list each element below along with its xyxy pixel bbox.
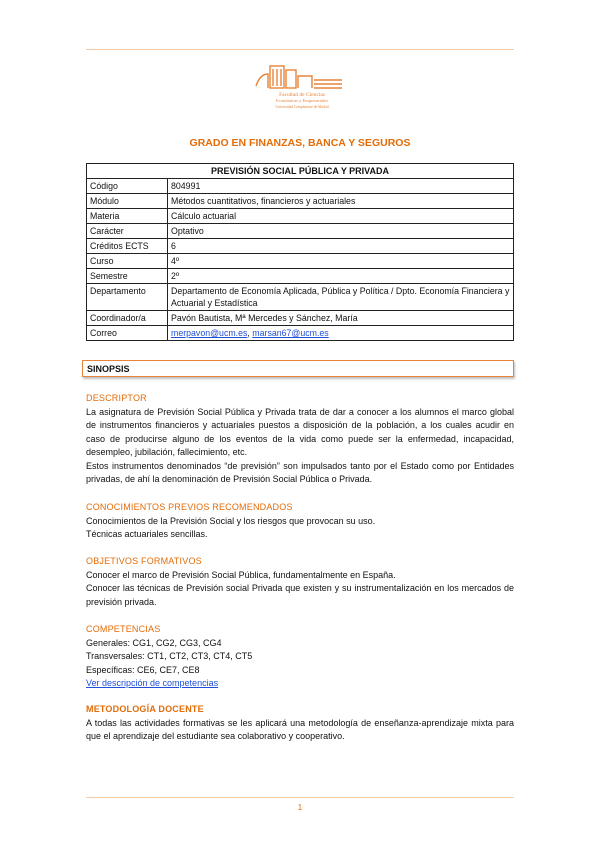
subject-info-table xyxy=(86,163,514,341)
table-row: Carácter Optativo xyxy=(87,224,514,239)
table-row: Créditos ECTS 6 xyxy=(87,239,514,254)
section-heading: CONOCIMIENTOS PREVIOS RECOMENDADOS xyxy=(86,502,293,512)
table-row: Curso 4º xyxy=(87,254,514,269)
section-heading: OBJETIVOS FORMATIVOS xyxy=(86,556,202,566)
table-row: Semestre 2º xyxy=(87,269,514,284)
top-rule xyxy=(86,49,514,50)
subject-title: PREVISIÓN SOCIAL PÚBLICA Y PRIVADA xyxy=(87,164,514,179)
table-row: Coordinador/a Pavón Bautista, Mª Mercedes y Sánchez, María xyxy=(87,311,514,326)
section-objetivos: OBJETIVOS FORMATIVOS Conocer el marco de Previsión Social Pública, fundamentalmente en España. Conocer las técnicas de Previsión social Privada que existen y su instrumentalización en los mercados de previsión privada. xyxy=(86,556,514,607)
svg-text:Universidad Complutense de Mad: Universidad Complutense de Madrid xyxy=(275,105,329,109)
faculty-logo xyxy=(252,60,348,110)
degree-title: GRADO EN FINANZAS, BANCA Y SEGUROS xyxy=(189,137,411,149)
section-heading: DESCRIPTOR xyxy=(86,393,147,403)
section-descriptor: DESCRIPTOR La asignatura de Previsión Social Pública y Privada trata de dar a conocer a los alumnos el marco global de instrumentos financieros y actuariales puestos a disposición de la población, a los cuales acudir en caso de producirse alguno de los eventos de la vida como puede ser la enfermedad, incapacidad, desempleo, jubilación, fallecimiento, etc. Estos instrumentos denominados “de previsión” son impulsados tanto por el Estado como por Entidades privadas, de ahí la denominación de Previsión Social Pública o Privada. xyxy=(86,393,514,484)
section-heading: METODOLOGÍA DOCENTE xyxy=(86,704,204,714)
table-row: Correo merpavon@ucm.es, marsan67@ucm.es xyxy=(87,326,514,341)
bottom-rule xyxy=(86,797,514,798)
svg-text:Económicas y Empresariales: Económicas y Empresariales xyxy=(276,98,328,103)
table-row: Materia Cálculo actuarial xyxy=(87,209,514,224)
section-conocimientos: CONOCIMIENTOS PREVIOS RECOMENDADOS Conocimientos de la Previsión Social y los riesgos que provocan su uso. Técnicas actuariales sencillas. xyxy=(86,501,514,542)
email-link-merpavon[interactable]: merpavon@ucm.es xyxy=(171,328,248,338)
section-competencias: COMPETENCIAS Generales: CG1, CG2, CG3, CG4 Transversales: CT1, CT2, CT3, CT4, CT5 Específicas: CE6, CE7, CE8 Ver descripción de competencias xyxy=(86,623,514,691)
table-row: Módulo Métodos cuantitativos, financieros y actuariales xyxy=(87,194,514,209)
section-metodologia: METODOLOGÍA DOCENTE A todas las actividades formativas se les aplicará una metodología de enseñanza-aprendizaje mixta para que el aprendizaje del estudiante sea colaborativo y cooperativo. xyxy=(86,704,514,741)
sinopsis-header: SINOPSIS xyxy=(82,360,514,377)
section-heading: COMPETENCIAS xyxy=(86,624,161,634)
email-link-marsan67[interactable]: marsan67@ucm.es xyxy=(252,328,329,338)
table-row: Departamento Departamento de Economía Aplicada, Pública y Política / Dpto. Economía Financiera y Actuarial y Estadística xyxy=(87,284,514,311)
page-number: 1 xyxy=(297,803,303,812)
competencias-link[interactable]: Ver descripción de competencias xyxy=(86,678,219,688)
svg-text:Facultad de Ciencias: Facultad de Ciencias xyxy=(279,92,325,98)
table-row: Código 804991 xyxy=(87,179,514,194)
